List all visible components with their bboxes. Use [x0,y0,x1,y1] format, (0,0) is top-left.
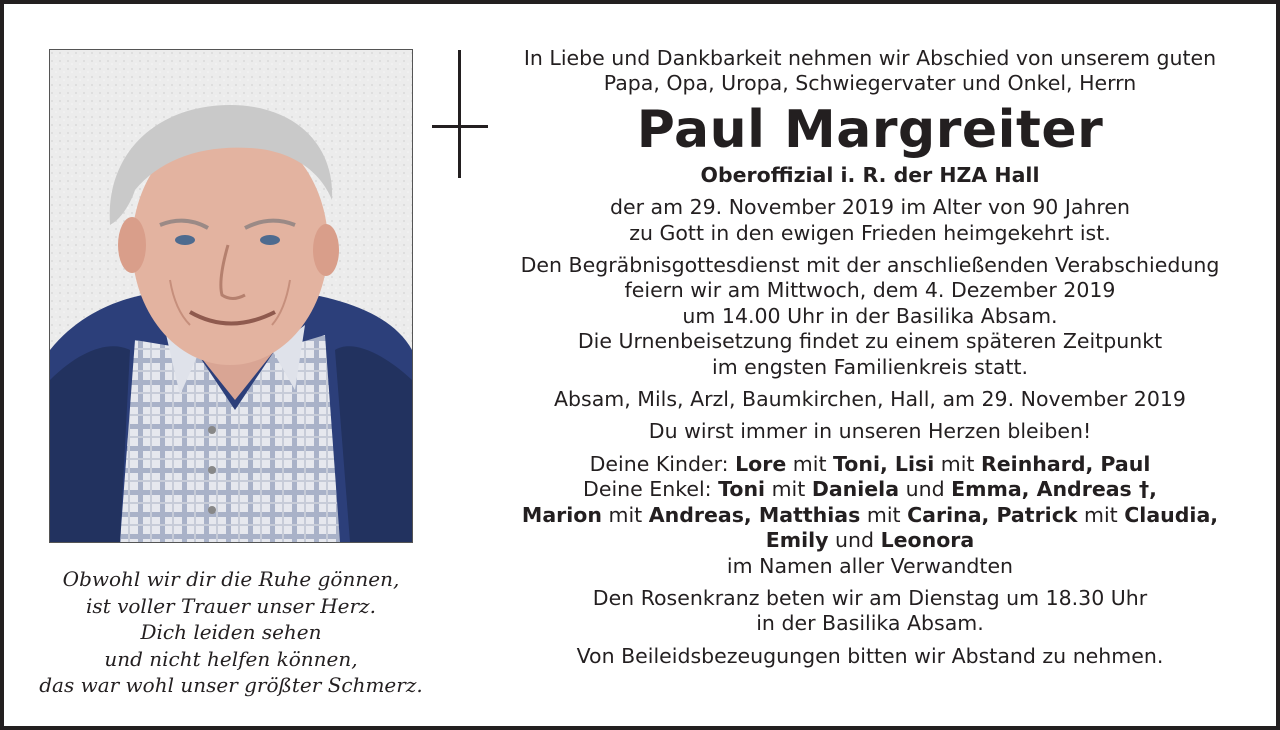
children-names [735,452,1150,476]
family-name: Emily [765,528,829,553]
funeral-line: im engsten Familienkreis statt. [712,354,1028,379]
connector-text: mit [786,451,834,476]
poem-line: und nicht helfen können, [104,646,358,671]
grandchildren-names [514,528,1226,553]
connector-text: mit [934,451,981,476]
funeral-line: Den Begräbnisgottesdienst mit der anschließenden Verabschiedung [520,253,1220,278]
family-name: Reinhard, Paul [980,451,1151,476]
children-line [514,452,1226,477]
condolences-line: Von Beileidsbezeugungen bitten wir Abstand zu nehmen. [576,643,1164,668]
death-line: der am 29. November 2019 im Alter von 90 Jahren [609,195,1131,220]
family-name: Leonora [880,528,975,553]
funeral-line: feiern wir am Mittwoch, dem 4. Dezember 2019 [624,278,1116,303]
rosary-line: in der Basilika Absam. [756,611,984,636]
connector-text: mit [601,502,649,527]
connector-text: mit [765,477,812,502]
family-name: Toni [718,477,766,502]
death-line: zu Gott in den ewigen Frieden heimgekehrt ist. [629,220,1111,245]
grandchildren-line [514,477,1226,502]
deceased-name: Paul Margreiter [636,99,1104,160]
poem-line: Dich leiden sehen [140,620,322,645]
intro-line: Papa, Opa, Uropa, Schwiegervater und Onkel, Herrn [603,71,1137,96]
cross-icon [432,50,488,178]
obituary-text [514,46,1226,669]
poem [24,566,438,699]
family-name: Andreas, Matthias [648,502,861,527]
family-name: Carina, Patrick [907,502,1078,527]
family-name: Marion [521,502,602,527]
grandchildren-prefix: Deine Enkel: [583,477,719,502]
intro-line: In Liebe und Dankbarkeit nehmen wir Abschied von unserem guten [523,46,1217,70]
connector-text: und [899,477,952,502]
family-name: Lore [735,451,787,476]
funeral-line: Die Urnenbeisetzung findet zu einem späteren Zeitpunkt [577,329,1163,354]
children-prefix: Deine Kinder: [589,451,736,476]
family-name: Emma, Andreas †, [951,477,1157,502]
poem-line: Obwohl wir dir die Ruhe gönnen, [62,567,400,591]
poem-line: das war wohl unser größter Schmerz. [39,673,423,698]
funeral-line: um 14.00 Uhr in der Basilika Absam. [682,303,1058,328]
deceased-title: Oberoffizial i. R. der HZA Hall [700,162,1040,187]
family-name: Toni, Lisi [833,451,935,476]
poem-line: ist voller Trauer unser Herz. [86,593,376,618]
family-name: Daniela [811,477,900,502]
places-date: Absam, Mils, Arzl, Baumkirchen, Hall, am 29. November 2019 [554,387,1186,412]
rosary-line: Den Rosenkranz beten wir am Dienstag um 18.30 Uhr [592,585,1148,610]
portrait-photo [49,49,413,543]
grandchildren-names [718,477,1157,501]
connector-text: mit [1077,502,1125,527]
family-name: Claudia, [1124,502,1219,527]
grandchildren-names [514,503,1226,528]
portrait-illustration [50,50,412,542]
connector-text: mit [860,502,908,527]
connector-text: und [828,528,881,553]
farewell-line: Du wirst immer in unseren Herzen bleiben! [648,419,1092,444]
relatives-line: im Namen aller Verwandten [726,553,1014,578]
